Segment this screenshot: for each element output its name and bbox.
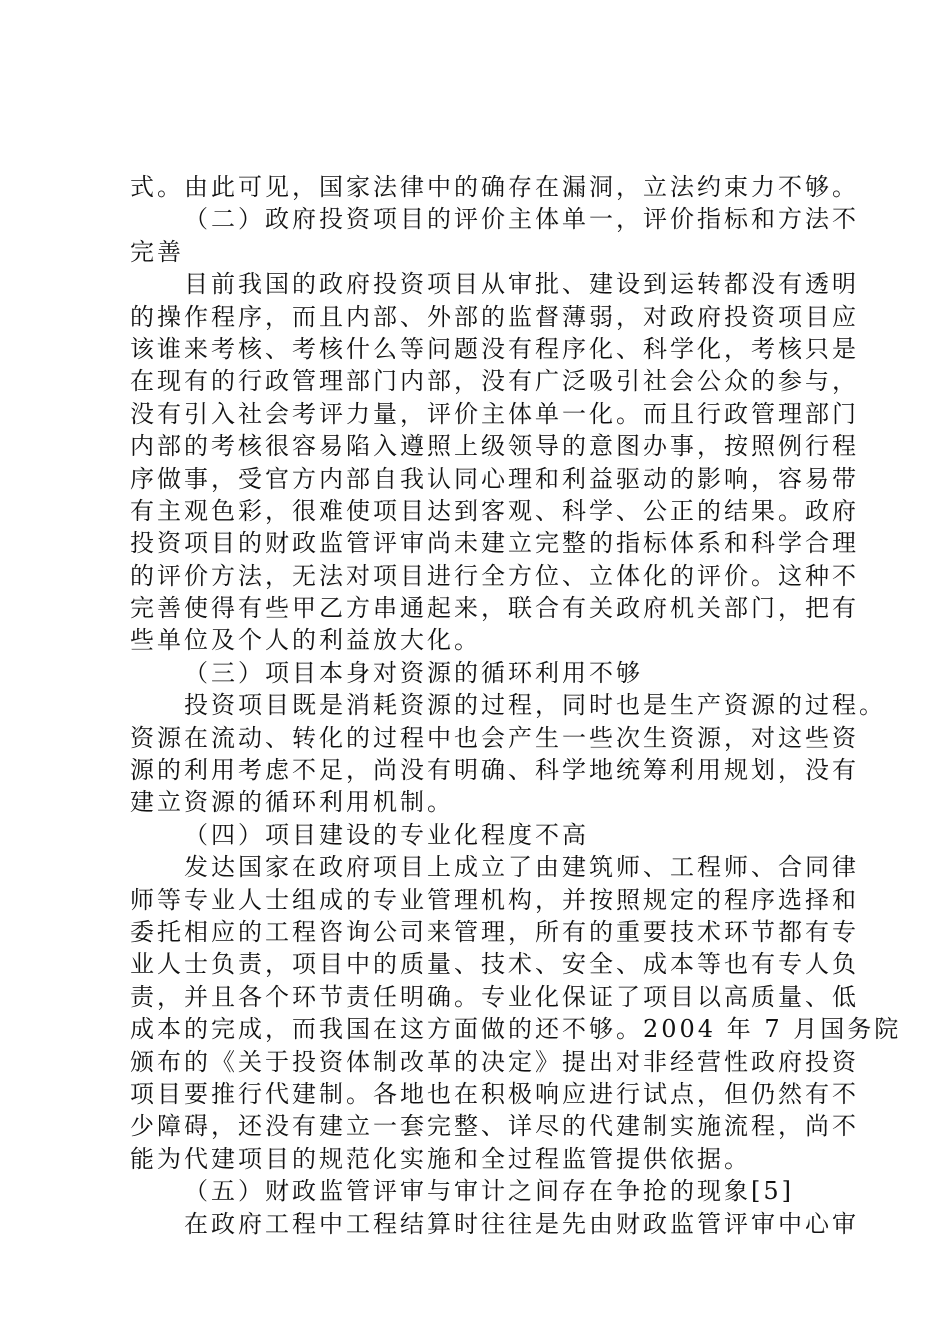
text-line: 的操作程序，而且内部、外部的监督薄弱，对政府投资项目应 (130, 302, 859, 331)
document-body (130, 171, 902, 1240)
text-line: 委托相应的工程咨询公司来管理，所有的重要技术环节都有专 (130, 917, 859, 946)
text-line: 颁布的《关于投资体制改革的决定》提出对非经营性政府投资 (130, 1047, 859, 1076)
section-heading-line: （四）项目建设的专业化程度不高 (184, 820, 589, 849)
text-line: 师等专业人士组成的专业管理机构，并按照规定的程序选择和 (130, 885, 859, 914)
text-line: 序做事，受官方内部自我认同心理和利益驱动的影响，容易带 (130, 464, 859, 493)
text-line: 些单位及个人的利益放大化。 (130, 626, 481, 655)
text-line: 有主观色彩，很难使项目达到客观、科学、公正的结果。政府 (130, 496, 859, 525)
text-line: 内部的考核很容易陷入遵照上级领导的意图办事，按照例行程 (130, 432, 859, 461)
text-line: 成本的完成，而我国在这方面做的还不够。2004 年 7 月国务院 (130, 1015, 902, 1044)
text-line: 少障碍，还没有建立一套完整、详尽的代建制实施流程，尚不 (130, 1112, 859, 1141)
section-heading-line: （三）项目本身对资源的循环利用不够 (184, 658, 643, 687)
text-line: 该谁来考核、考核什么等问题没有程序化、科学化，考核只是 (130, 334, 859, 363)
text-line: 发达国家在政府项目上成立了由建筑师、工程师、合同律 (184, 853, 859, 882)
text-line: 业人士负责，项目中的质量、技术、安全、成本等也有专人负 (130, 950, 859, 979)
section-heading-line: （五）财政监管评审与审计之间存在争抢的现象[5] (184, 1177, 794, 1206)
text-line: 建立资源的循环利用机制。 (130, 788, 454, 817)
section-heading-line: （二）政府投资项目的评价主体单一，评价指标和方法不 (184, 205, 859, 234)
text-line: 能为代建项目的规范化实施和全过程监管提供依据。 (130, 1144, 751, 1173)
text-line: 的评价方法，无法对项目进行全方位、立体化的评价。这种不 (130, 561, 859, 590)
text-line: 在现有的行政管理部门内部，没有广泛吸引社会公众的参与， (130, 367, 859, 396)
text-line: 责，并且各个环节责任明确。专业化保证了项目以高质量、低 (130, 982, 859, 1011)
text-line: 资源在流动、转化的过程中也会产生一些次生资源，对这些资 (130, 723, 859, 752)
text-line: 投资项目的财政监管评审尚未建立完整的指标体系和科学合理 (130, 529, 859, 558)
text-line: 完善 (130, 237, 184, 266)
text-line: 没有引入社会考评力量，评价主体单一化。而且行政管理部门 (130, 399, 859, 428)
text-line: 目前我国的政府投资项目从审批、建设到运转都没有透明 (184, 270, 859, 299)
text-line: 完善使得有些甲乙方串通起来，联合有关政府机关部门，把有 (130, 594, 859, 623)
text-line: 源的利用考虑不足，尚没有明确、科学地统筹利用规划，没有 (130, 756, 859, 785)
text-line: 在政府工程中工程结算时往往是先由财政监管评审中心审 (184, 1209, 859, 1238)
text-line: 项目要推行代建制。各地也在积极响应进行试点，但仍然有不 (130, 1079, 859, 1108)
text-line: 投资项目既是消耗资源的过程，同时也是生产资源的过程。 (184, 691, 886, 720)
text-line: 式。由此可见，国家法律中的确存在漏洞，立法约束力不够。 (130, 173, 859, 201)
